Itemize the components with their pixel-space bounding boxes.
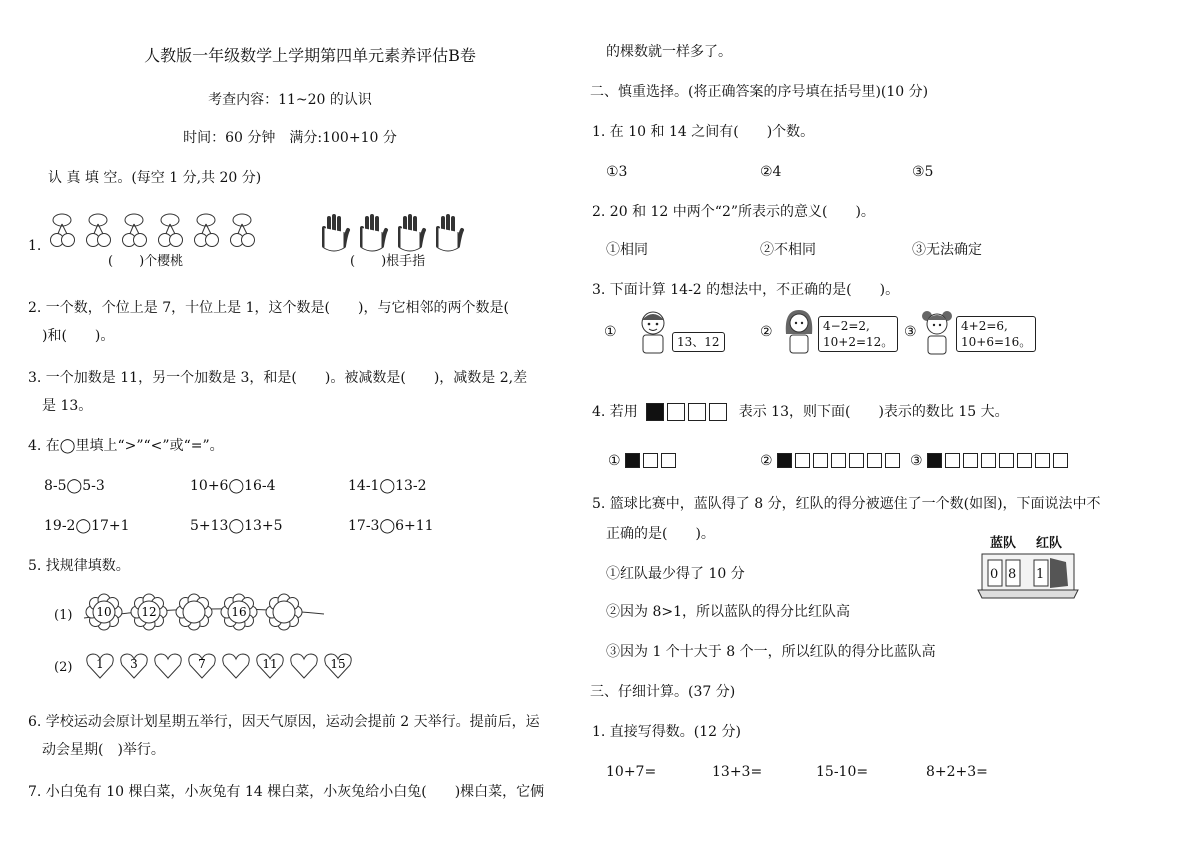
- q1-cherry-blank: ( )个樱桃: [108, 254, 184, 269]
- choice3-bubble-3: [956, 316, 1036, 352]
- cherry-images: [48, 212, 268, 252]
- choice3-mark: ①: [604, 324, 617, 340]
- flower-icon: [86, 594, 122, 630]
- filled-square-icon: [646, 403, 664, 421]
- choice4-pre: 4. 若用: [592, 404, 638, 420]
- score-digit: 1: [1036, 567, 1045, 582]
- choice3-bubble-2: [818, 316, 898, 352]
- empty-square-icon: [709, 403, 727, 421]
- hand-icon: [438, 216, 462, 251]
- flower-icon: [176, 594, 212, 630]
- choice3-bubble-1: 13、12: [672, 332, 725, 352]
- calc1-item: 8+2+3=: [926, 764, 988, 780]
- exam-title: 人教版一年级数学上学期第四单元素养评估B卷: [144, 46, 476, 65]
- svg-text:3: 3: [130, 657, 138, 671]
- flower-icon: [266, 594, 302, 630]
- filled-square-icon: [927, 453, 942, 468]
- calc1-item: 13+3=: [712, 764, 763, 780]
- empty-square-icon: [945, 453, 960, 468]
- choice4-mark: ①: [608, 452, 621, 469]
- bubble-2-line2: 10+2=12。: [823, 335, 894, 349]
- choice5-line2: 正确的是( )。: [606, 526, 715, 542]
- score-digit: 8: [1008, 567, 1017, 582]
- choice2-option: ②不相同: [760, 242, 816, 258]
- svg-text:12: 12: [141, 605, 157, 619]
- score-digit: 0: [990, 567, 999, 582]
- choice5-option: ③因为 1 个十大于 8 个一，所以红队的得分比蓝队高: [606, 644, 936, 660]
- q6-line1: 6. 学校运动会原计划星期五举行，因天气原因，运动会提前 2 天举行。提前后，运: [28, 714, 540, 730]
- section2-heading: 二、慎重选择。(将正确答案的序号填在括号里)(10 分): [590, 84, 929, 100]
- cherry-icon: [87, 214, 111, 247]
- heart-icon: [155, 654, 181, 678]
- cherry-icon: [159, 214, 183, 247]
- choice4-option-3: [910, 450, 1071, 470]
- flower-icon: [221, 594, 257, 630]
- girl-figure: [782, 308, 816, 356]
- heart-icon: [257, 654, 283, 678]
- heart-icon: [121, 654, 147, 678]
- empty-square-icon: [1017, 453, 1032, 468]
- square-13-example: [646, 402, 730, 422]
- empty-square-icon: [867, 453, 882, 468]
- boy-figure: [636, 310, 670, 356]
- q4-item: 5+13◯13+5: [190, 518, 283, 534]
- cherry-icon: [231, 214, 255, 247]
- choice4-option-1: [608, 450, 679, 470]
- svg-text:10: 10: [96, 605, 112, 619]
- bubble-2-line1: 4−2=2,: [823, 319, 870, 333]
- time-line: 时间：60 分钟 满分:100+10 分: [183, 130, 397, 146]
- scoreboard-blue-label: 蓝队: [990, 536, 1017, 551]
- choice4-prompt: [592, 402, 1009, 422]
- empty-square-icon: [667, 403, 685, 421]
- q7-line2: 的棵数就一样多了。: [606, 44, 732, 60]
- scoreboard-red-label: 红队: [1036, 536, 1063, 551]
- empty-square-icon: [643, 453, 658, 468]
- section3-heading: 三、仔细计算。(37 分): [590, 684, 736, 700]
- choice1-option: ②4: [760, 164, 782, 180]
- choice1-prompt: 1. 在 10 和 14 之间有( )个数。: [592, 124, 815, 140]
- hand-finger-images: [318, 212, 468, 252]
- q5-row1-label: (1): [54, 608, 73, 623]
- heart-sequence: [80, 648, 362, 684]
- q6-line2: 动会星期( )举行。: [42, 742, 165, 758]
- q2-line1: 2. 一个数，个位上是 7，十位上是 1，这个数是( )，与它相邻的两个数是(: [28, 300, 509, 316]
- svg-text:1: 1: [96, 657, 104, 671]
- svg-text:15: 15: [330, 657, 346, 671]
- choice2-prompt: 2. 20 和 12 中两个“2”所表示的意义( )。: [592, 204, 875, 220]
- content-line: 考查内容：11~20 的认识: [208, 92, 372, 108]
- flower-icon: [131, 594, 167, 630]
- empty-square-icon: [1035, 453, 1050, 468]
- calc1-prompt: 1. 直接写得数。(12 分): [592, 724, 741, 740]
- hand-icon: [362, 216, 386, 251]
- calc1-item: 15-10=: [816, 764, 869, 780]
- q4-item: 10+6◯16-4: [190, 478, 276, 494]
- choice3-prompt: 3. 下面计算 14-2 的想法中，不正确的是( )。: [592, 282, 900, 298]
- heart-icon: [291, 654, 317, 678]
- calc1-item: 10+7=: [606, 764, 657, 780]
- heart-icon: [189, 654, 215, 678]
- cherry-icon: [123, 214, 147, 247]
- empty-square-icon: [981, 453, 996, 468]
- q4-item: 8-5◯5-3: [44, 478, 105, 494]
- svg-text:7: 7: [198, 657, 206, 671]
- empty-square-icon: [831, 453, 846, 468]
- filled-square-icon: [625, 453, 640, 468]
- choice5-option: ②因为 8>1，所以蓝队的得分比红队高: [606, 604, 850, 620]
- choice4-mark: ③: [910, 452, 923, 469]
- cherry-icon: [51, 214, 75, 247]
- empty-square-icon: [849, 453, 864, 468]
- choice5-option: ①红队最少得了 10 分: [606, 566, 745, 582]
- heart-icon: [223, 654, 249, 678]
- choice3-mark: ②: [760, 324, 773, 340]
- choice4-mark: ②: [760, 452, 773, 469]
- empty-square-icon: [885, 453, 900, 468]
- choice3-mark: ③: [904, 324, 917, 340]
- heart-icon: [87, 654, 113, 678]
- choice4-option-2: [760, 450, 903, 470]
- empty-square-icon: [1053, 453, 1068, 468]
- heart-icon: [325, 654, 351, 678]
- girl-figure-2: [920, 308, 954, 356]
- q4-item: 14-1◯13-2: [348, 478, 427, 494]
- choice5-line1: 5. 篮球比赛中，蓝队得了 8 分，红队的得分被遮住了一个数(如图)，下面说法中不: [592, 496, 1101, 512]
- hand-icon: [400, 216, 424, 251]
- q2-line2: )和( )。: [42, 328, 115, 344]
- choice4-post: 表示 13，则下面( )表示的数比 15 大。: [738, 404, 1009, 420]
- choice2-option: ①相同: [606, 242, 648, 258]
- choice2-option: ③无法确定: [912, 242, 982, 258]
- empty-square-icon: [963, 453, 978, 468]
- empty-square-icon: [688, 403, 706, 421]
- q4-prompt: 4. 在◯里填上“>”“<”或“=”。: [28, 438, 224, 454]
- filled-square-icon: [777, 453, 792, 468]
- q1-finger-blank: ( )根手指: [350, 254, 426, 269]
- section1-heading: 认 真 填 空。(每空 1 分,共 20 分): [48, 170, 262, 186]
- choice1-option: ①3: [606, 164, 628, 180]
- q5-row2-label: (2): [54, 660, 73, 675]
- flower-sequence: [84, 592, 324, 636]
- empty-square-icon: [795, 453, 810, 468]
- q7-line1: 7. 小白兔有 10 棵白菜，小灰兔有 14 棵白菜，小灰兔给小白兔( )棵白菜，它俩: [28, 784, 545, 800]
- empty-square-icon: [999, 453, 1014, 468]
- empty-square-icon: [661, 453, 676, 468]
- svg-text:11: 11: [262, 657, 278, 671]
- svg-text:16: 16: [231, 605, 247, 619]
- q3-line2: 是 13。: [42, 398, 93, 414]
- bubble-3-line2: 10+6=16。: [961, 335, 1032, 349]
- q5-prompt: 5. 找规律填数。: [28, 558, 130, 574]
- choice1-option: ③5: [912, 164, 934, 180]
- q4-item: 19-2◯17+1: [44, 518, 130, 534]
- q3-line1: 3. 一个加数是 11，另一个加数是 3，和是( )。被减数是( )，减数是 2,差: [28, 370, 528, 386]
- bubble-3-line1: 4+2=6,: [961, 319, 1008, 333]
- empty-square-icon: [813, 453, 828, 468]
- cherry-icon: [195, 214, 219, 247]
- hand-icon: [324, 216, 348, 251]
- q1-number: 1.: [28, 238, 42, 254]
- q4-item: 17-3◯6+11: [348, 518, 434, 534]
